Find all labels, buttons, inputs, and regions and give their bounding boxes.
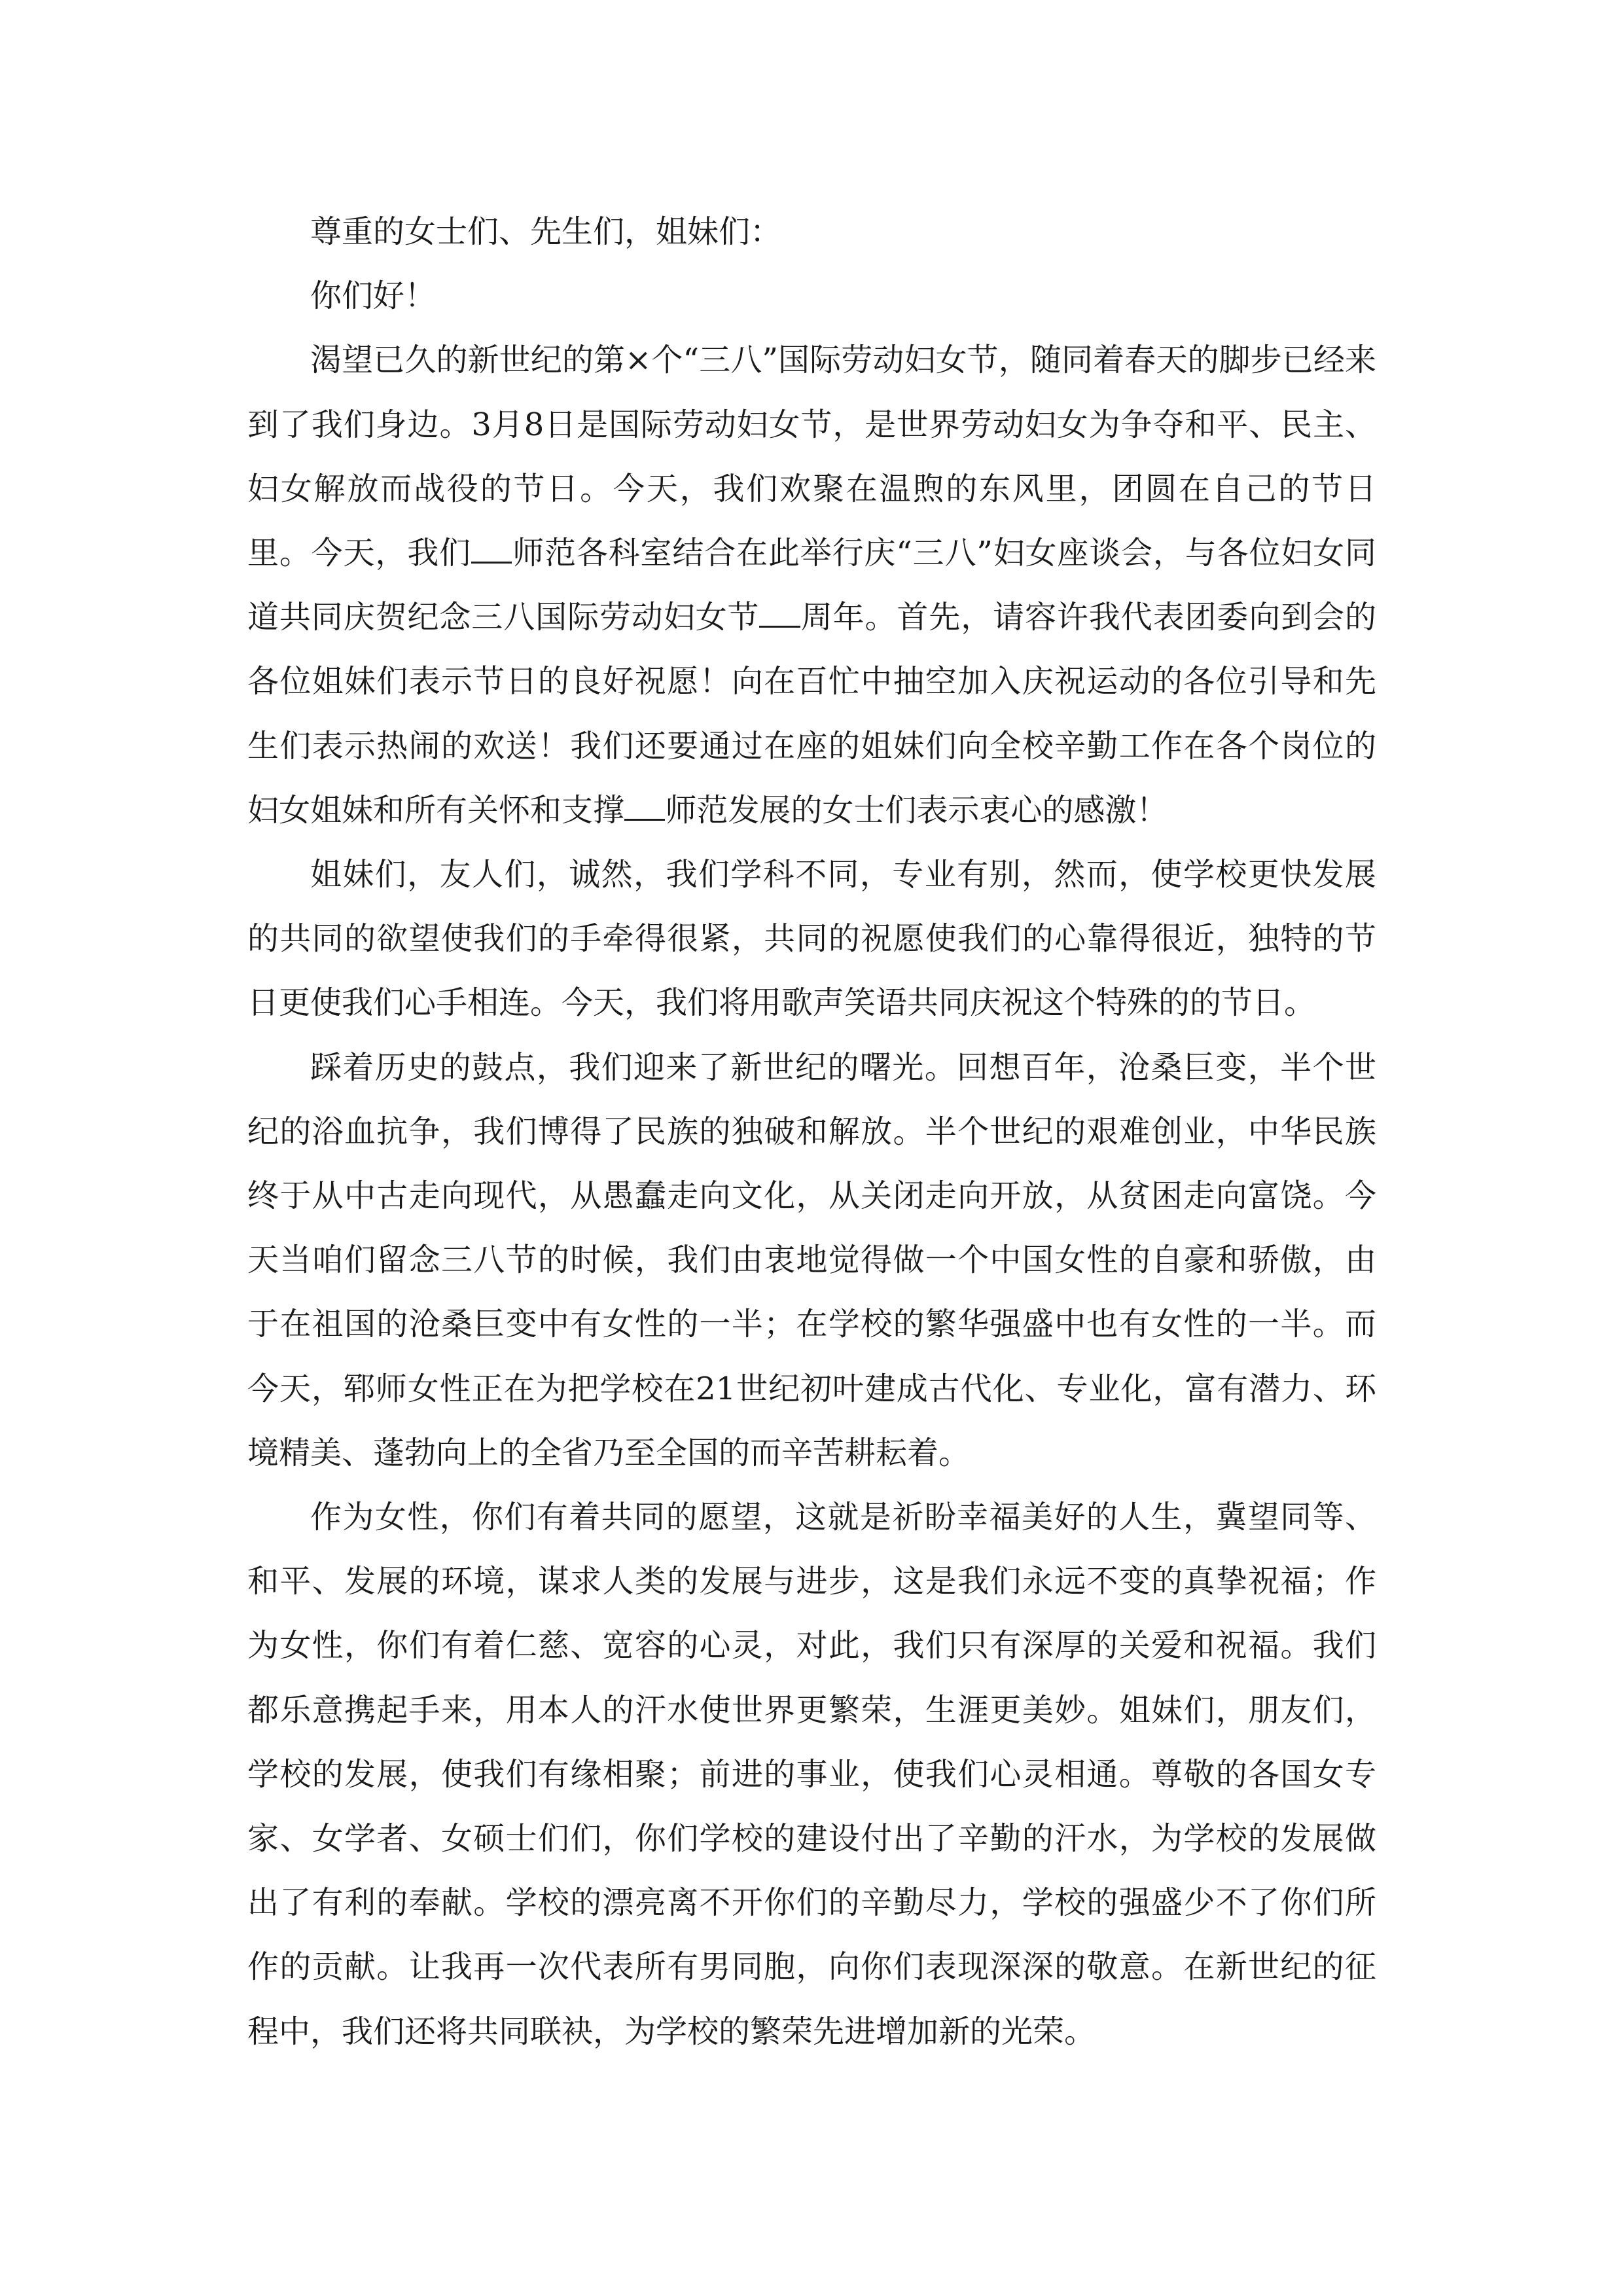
paragraph-1-part-a: 渴望已久的新世纪的第×个“三八”国际劳动妇女节，随同着春天的脚步已经来到了我们身边。3月8日是国际劳动妇女节，是世界劳动妇女为争夺和平、民主、妇女解放而战役的节日。今天，我们欢聚在温煦的东风里，团圆在自己的节日里。今天，我们 bbox=[247, 342, 1376, 572]
paragraph-4: 作为女性，你们有着共同的愿望，这就是祈盼幸福美好的人生，冀望同等、和平、发展的环境，谋求人类的发展与进步，这是我们永远不变的真挚祝福；作为女性，你们有着仁慈、宽容的心灵，对此，我们只有深厚的关爱和祝福。我们都乐意携起手来，用本人的汗水使世界更繁荣，生涯更美妙。姐妹们，朋友们，学校的发展，使我们有缘相聚；前进的事业，使我们心灵相通。尊敬的各国女专家、女学者、女硕士们们，你们学校的建设付出了辛勤的汗水，为学校的发展做出了有利的奉献。学校的漂亮离不开你们的辛勤尽力，学校的强盛少不了你们所作的贡献。让我再一次代表所有男同胞，向你们表现深深的敬意。在新世纪的征程中，我们还将共同联袂，为学校的繁荣先进增加新的光荣。 bbox=[247, 1499, 1376, 2050]
fill-in-blank bbox=[759, 598, 800, 628]
paragraph-1 bbox=[247, 328, 1376, 842]
paragraph-1-part-d: 师范发展的女士们表示衷心的感激！ bbox=[665, 791, 1168, 829]
salutation: 尊重的女士们、先生们，姐妹们： bbox=[310, 213, 782, 250]
paragraph-3: 踩着历史的鼓点，我们迎来了新世纪的曙光。回想百年，沧桑巨变，半个世纪的浴血抗争，我们博得了民族的独破和解放。半个世纪的艰难创业，中华民族终于从中古走向现代，从愚蠢走向文化，从关闭走向开放，从贫困走向富饶。今天当咱们留念三八节的时候，我们由衷地觉得做一个中国女性的自豪和骄傲，由于在祖国的沧桑巨变中有女性的一半；在学校的繁华强盛中也有女性的一半。而今天，郓师女性正在为把学校在21世纪初叶建成古代化、专业化，富有潜力、环境精美、蓬勃向上的全省乃至全国的而辛苦耕耘着。 bbox=[247, 1049, 1376, 1471]
document-body bbox=[247, 200, 1376, 2064]
paragraph-2: 姐妹们，友人们，诚然，我们学科不同，专业有别，然而，使学校更快发展的共同的欲望使我们的手牵得很紧，共同的祝愿使我们的心靠得很近，独特的节日更使我们心手相连。今天，我们将用歌声笑语共同庆祝这个特殊的的节日。 bbox=[247, 856, 1376, 1022]
greeting: 你们好！ bbox=[310, 278, 437, 315]
fill-in-blank bbox=[471, 533, 512, 564]
paragraph-1-part-c: 周年。首先，请容许我代表团委向到会的各位姐妹们表示节日的良好祝愿！向在百忙中抽空加入庆祝运动的各位引导和先生们表示热闹的欢送！我们还要通过在座的姐妹们向全校辛勤工作在各个岗位的妇女姐妹和所有关怀和支撑 bbox=[247, 599, 1376, 829]
fill-in-blank bbox=[624, 791, 665, 821]
paragraph-1-part-b: 师范各科室结合在此举行庆“三八”妇女座谈会，与各位妇女同道共同庆贺纪念三八国际劳动妇女节 bbox=[247, 535, 1376, 636]
